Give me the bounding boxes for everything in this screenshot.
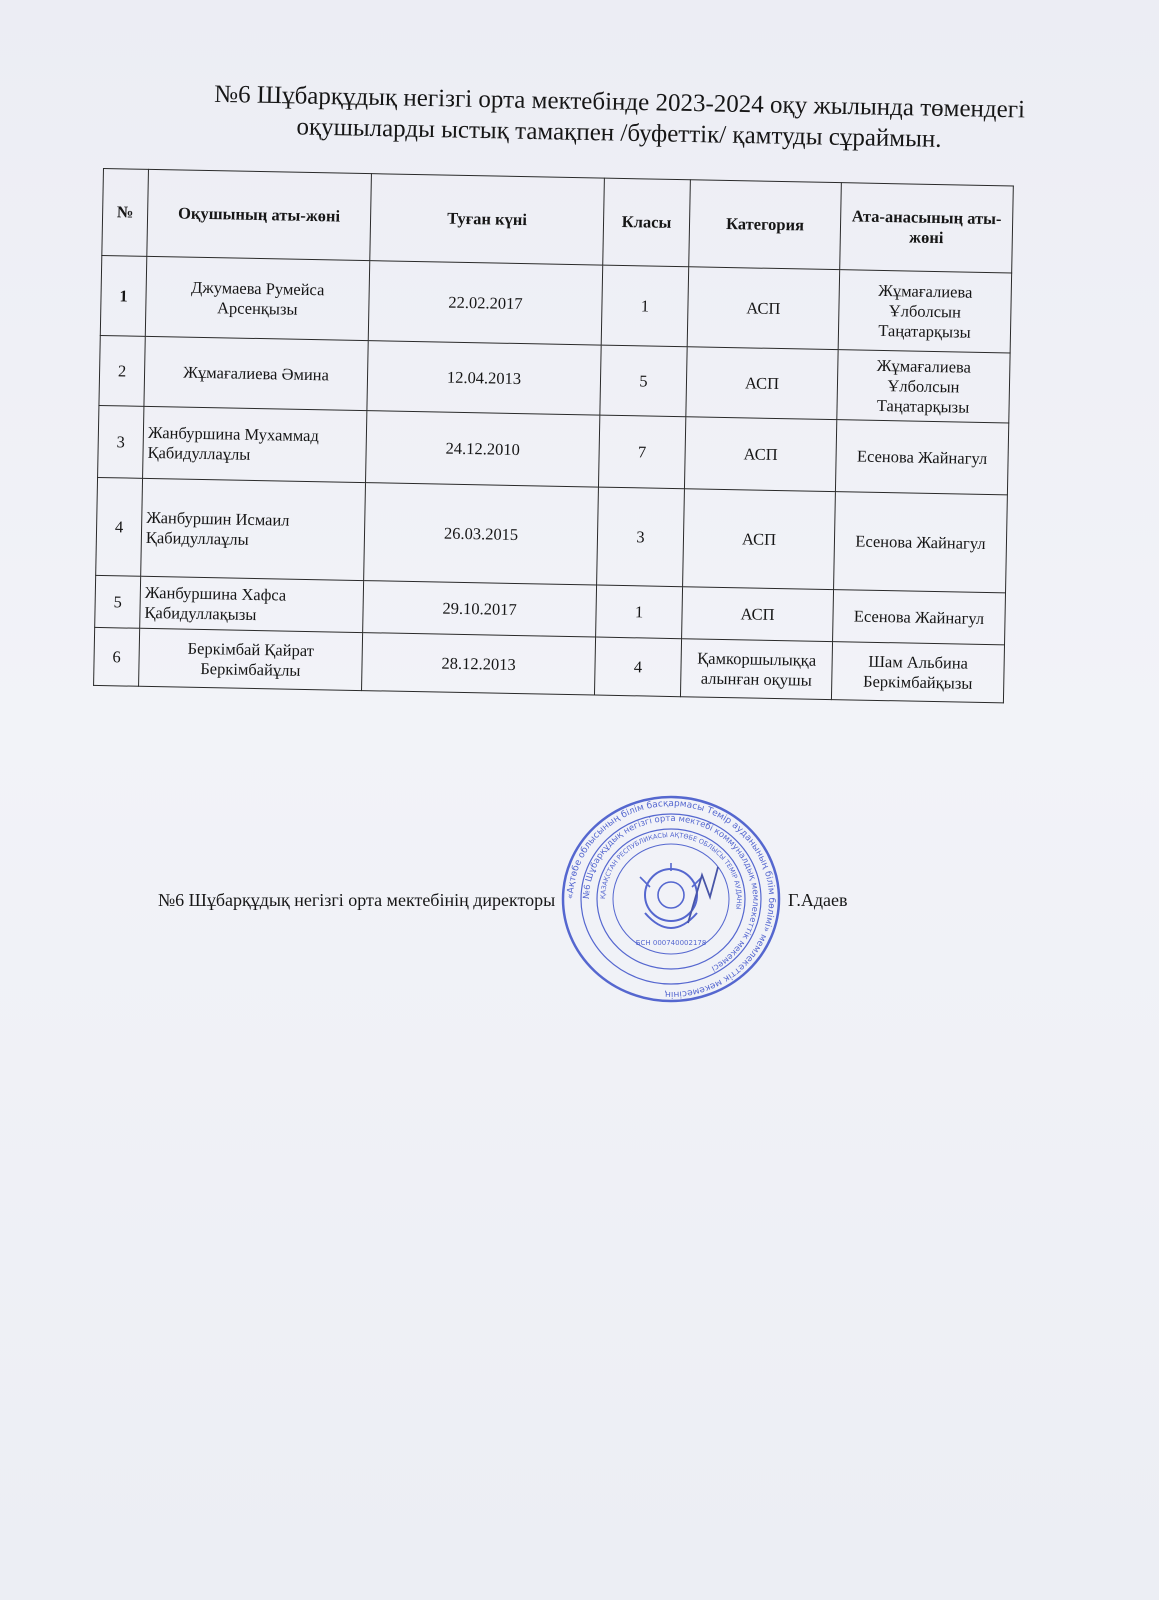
student-name: Беркімбай Қайрат Беркімбайұлы [139, 628, 363, 690]
student-category: АСП [687, 267, 840, 350]
parent-name: Есенова Жайнагул [833, 590, 1006, 645]
student-class: 1 [596, 585, 683, 639]
stamp-bin: БСН 000740002178 [635, 939, 707, 947]
header-name: Оқушының аты-жөні [147, 169, 372, 260]
parent-name: Жұмағалиева Ұлболсын Таңатарқызы [837, 350, 1010, 423]
student-name: Жанбуршина Хафса Қабидуллақызы [140, 576, 364, 632]
student-class: 7 [598, 415, 685, 489]
student-category: АСП [684, 417, 836, 492]
header-class: Класы [603, 178, 691, 267]
header-category: Категория [689, 180, 842, 270]
row-num: 2 [99, 335, 145, 406]
row-num: 6 [94, 627, 140, 686]
row-num: 3 [98, 405, 144, 478]
student-name: Жанбуршина Мухаммад Қабидуллаұлы [143, 406, 367, 482]
director-name: Г.Адаев [788, 890, 848, 910]
student-class: 4 [594, 637, 681, 697]
title-line-1: №6 Шұбарқұдық негізгі орта мектебінде 2023-2024 оқу жылында төмендегі [214, 80, 1026, 124]
student-category: Қамкоршылыққа алынған оқушы [680, 639, 832, 700]
students-table [93, 168, 1014, 703]
student-category: АСП [683, 489, 836, 590]
parent-name: Шам Альбина Беркімбайқызы [831, 642, 1004, 703]
student-dob: 26.03.2015 [364, 483, 599, 585]
parent-name: Есенова Жайнагул [834, 492, 1008, 593]
row-num: 1 [100, 255, 147, 336]
table-row [96, 477, 1008, 592]
title-line-2: оқушыларды ыстық тамақпен /буфеттік/ қамтуды сұраймын. [296, 113, 942, 153]
student-name: Джумаева Румейса Арсенқызы [145, 256, 369, 340]
director-label: №6 Шұбарқұдық негізгі орта мектебінің директоры [158, 890, 556, 910]
header-num: № [102, 169, 149, 257]
document-title [169, 78, 1070, 157]
stamp-inner-text: №6 Шұбарқұдық негізгі орта мектебі коммуналдық мемлекеттік мекемесі [581, 813, 761, 974]
row-num: 5 [95, 575, 141, 628]
student-dob: 12.04.2013 [367, 341, 601, 415]
parent-name: Жұмағалиева Ұлболсын Таңатарқызы [838, 270, 1012, 353]
header-dob: Туған күні [370, 174, 605, 265]
row-num: 4 [96, 477, 143, 576]
student-category: АСП [682, 587, 834, 642]
stamp-ring-text: ҚАЗАҚСТАН РЕСПУБЛИКАСЫ АҚТӨБЕ ОБЛЫСЫ ТЕМІР АУДАНЫ [598, 830, 744, 910]
parent-name: Есенова Жайнагул [835, 420, 1008, 495]
student-dob: 29.10.2017 [363, 581, 597, 637]
student-class: 3 [597, 487, 685, 587]
student-dob: 24.12.2010 [366, 411, 600, 487]
header-parent: Ата-анасының аты-жөні [840, 183, 1014, 273]
student-category: АСП [686, 347, 838, 420]
student-dob: 28.12.2013 [362, 633, 596, 695]
student-name: Жанбуршин Исмаил Қабидуллаұлы [141, 478, 366, 580]
student-class: 5 [600, 345, 687, 417]
student-name: Жұмағалиева Әмина [144, 336, 368, 410]
students-table-wrap [93, 168, 1013, 703]
stamp-outer-text: «Ақтөбе облысының білім басқармасы Темір ауданының білім бөлімі» мемлекеттік мекемесінің [565, 798, 777, 1000]
student-class: 1 [601, 265, 689, 347]
official-stamp-icon [560, 793, 782, 1005]
student-dob: 22.02.2017 [368, 261, 602, 345]
